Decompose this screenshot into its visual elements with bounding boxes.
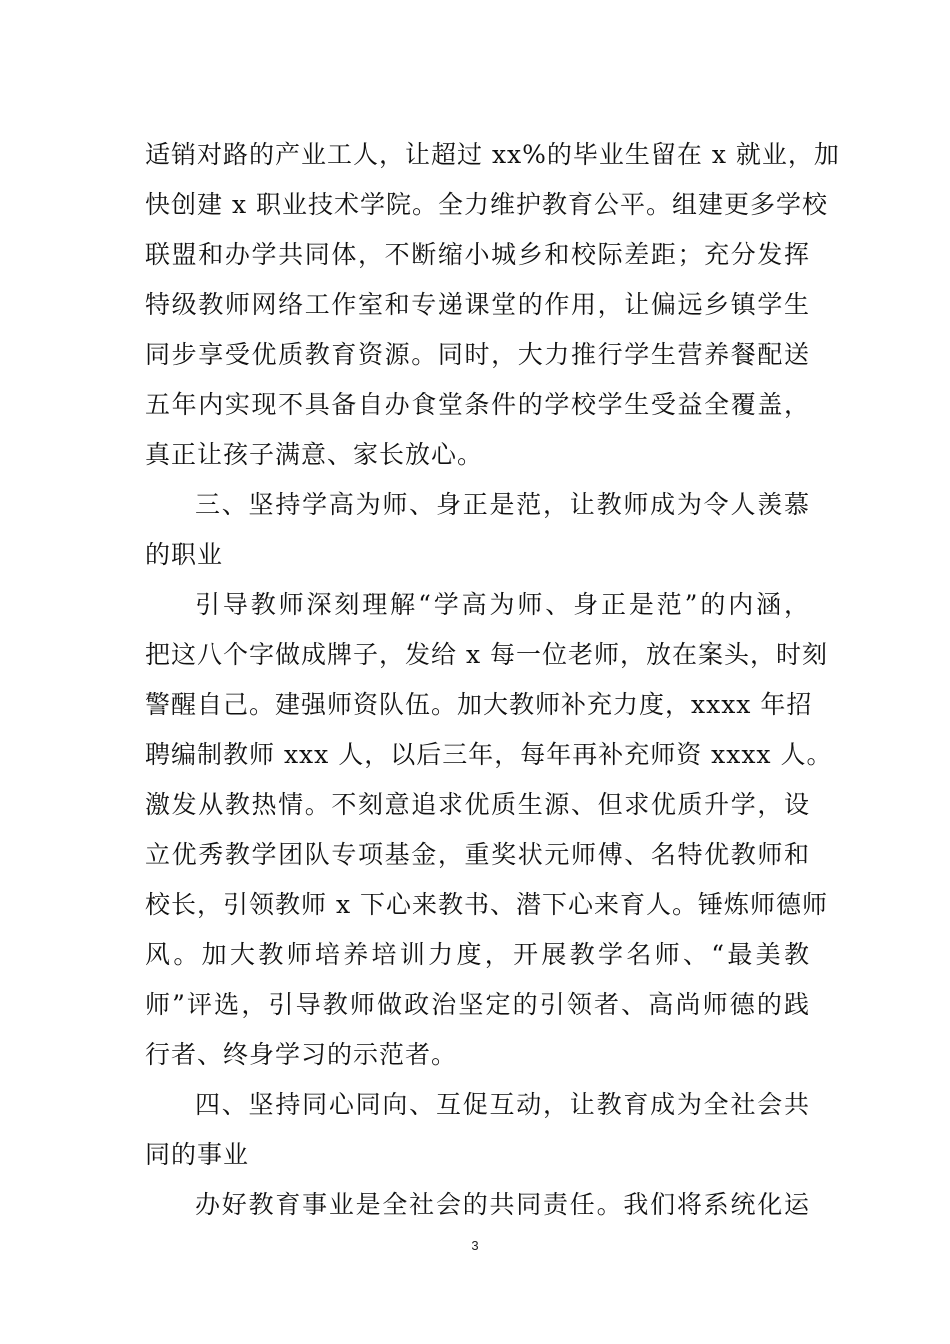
text-line-5: 同步享受优质教育资源。同时，大力推行学生营养餐配送 [145,340,810,369]
section-heading-3: 三、坚持学高为师、身正是范，让教师成为令人羡慕 [195,490,810,519]
text-line-12: 警醒自己。建强师资队伍。加大教师补充力度，xxxx 年招 [145,690,813,719]
text-line-7: 真正让孩子满意、家长放心。 [145,440,484,469]
text-line-6: 五年内实现不具备自办食堂条件的学校学生受益全覆盖， [145,390,810,419]
text-line-4: 特级教师网络工作室和专递课堂的作用，让偏远乡镇学生 [145,290,810,319]
text-line-13: 聘编制教师 xxx 人，以后三年，每年再补充师资 xxxx 人。 [145,740,833,769]
page-number: 3 [471,1238,479,1253]
text-line-3: 联盟和办学共同体，不断缩小城乡和校际差距；充分发挥 [145,240,810,269]
section-heading-4-cont: 同的事业 [145,1140,250,1169]
text-line-14: 激发从教热情。不刻意追求优质生源、但求优质升学，设 [145,790,810,819]
text-line-1: 适销对路的产业工人，让超过 xx%的毕业生留在 x 就业，加 [145,140,840,169]
body-text [145,130,840,1230]
text-line-18: 师”评选，引导教师做政治坚定的引领者、高尚师德的践 [145,990,810,1019]
section-heading-3-cont: 的职业 [145,540,224,569]
text-line-10: 引导教师深刻理解“学高为师、身正是范”的内涵， [195,590,810,619]
text-line-22: 办好教育事业是全社会的共同责任。我们将系统化运 [195,1190,810,1219]
text-line-11: 把这八个字做成牌子，发给 x 每一位老师，放在案头，时刻 [145,640,828,669]
text-line-2: 快创建 x 职业技术学院。全力维护教育公平。组建更多学校 [145,190,828,219]
section-heading-4: 四、坚持同心同向、互促互动，让教育成为全社会共 [195,1090,810,1119]
text-line-15: 立优秀教学团队专项基金，重奖状元师傅、名特优教师和 [145,840,810,869]
text-line-19: 行者、终身学习的示范者。 [145,1040,458,1069]
text-line-16: 校长，引领教师 x 下心来教书、潜下心来育人。锤炼师德师 [145,890,828,919]
text-line-17: 风。加大教师培养培训力度，开展教学名师、“最美教 [145,940,810,969]
